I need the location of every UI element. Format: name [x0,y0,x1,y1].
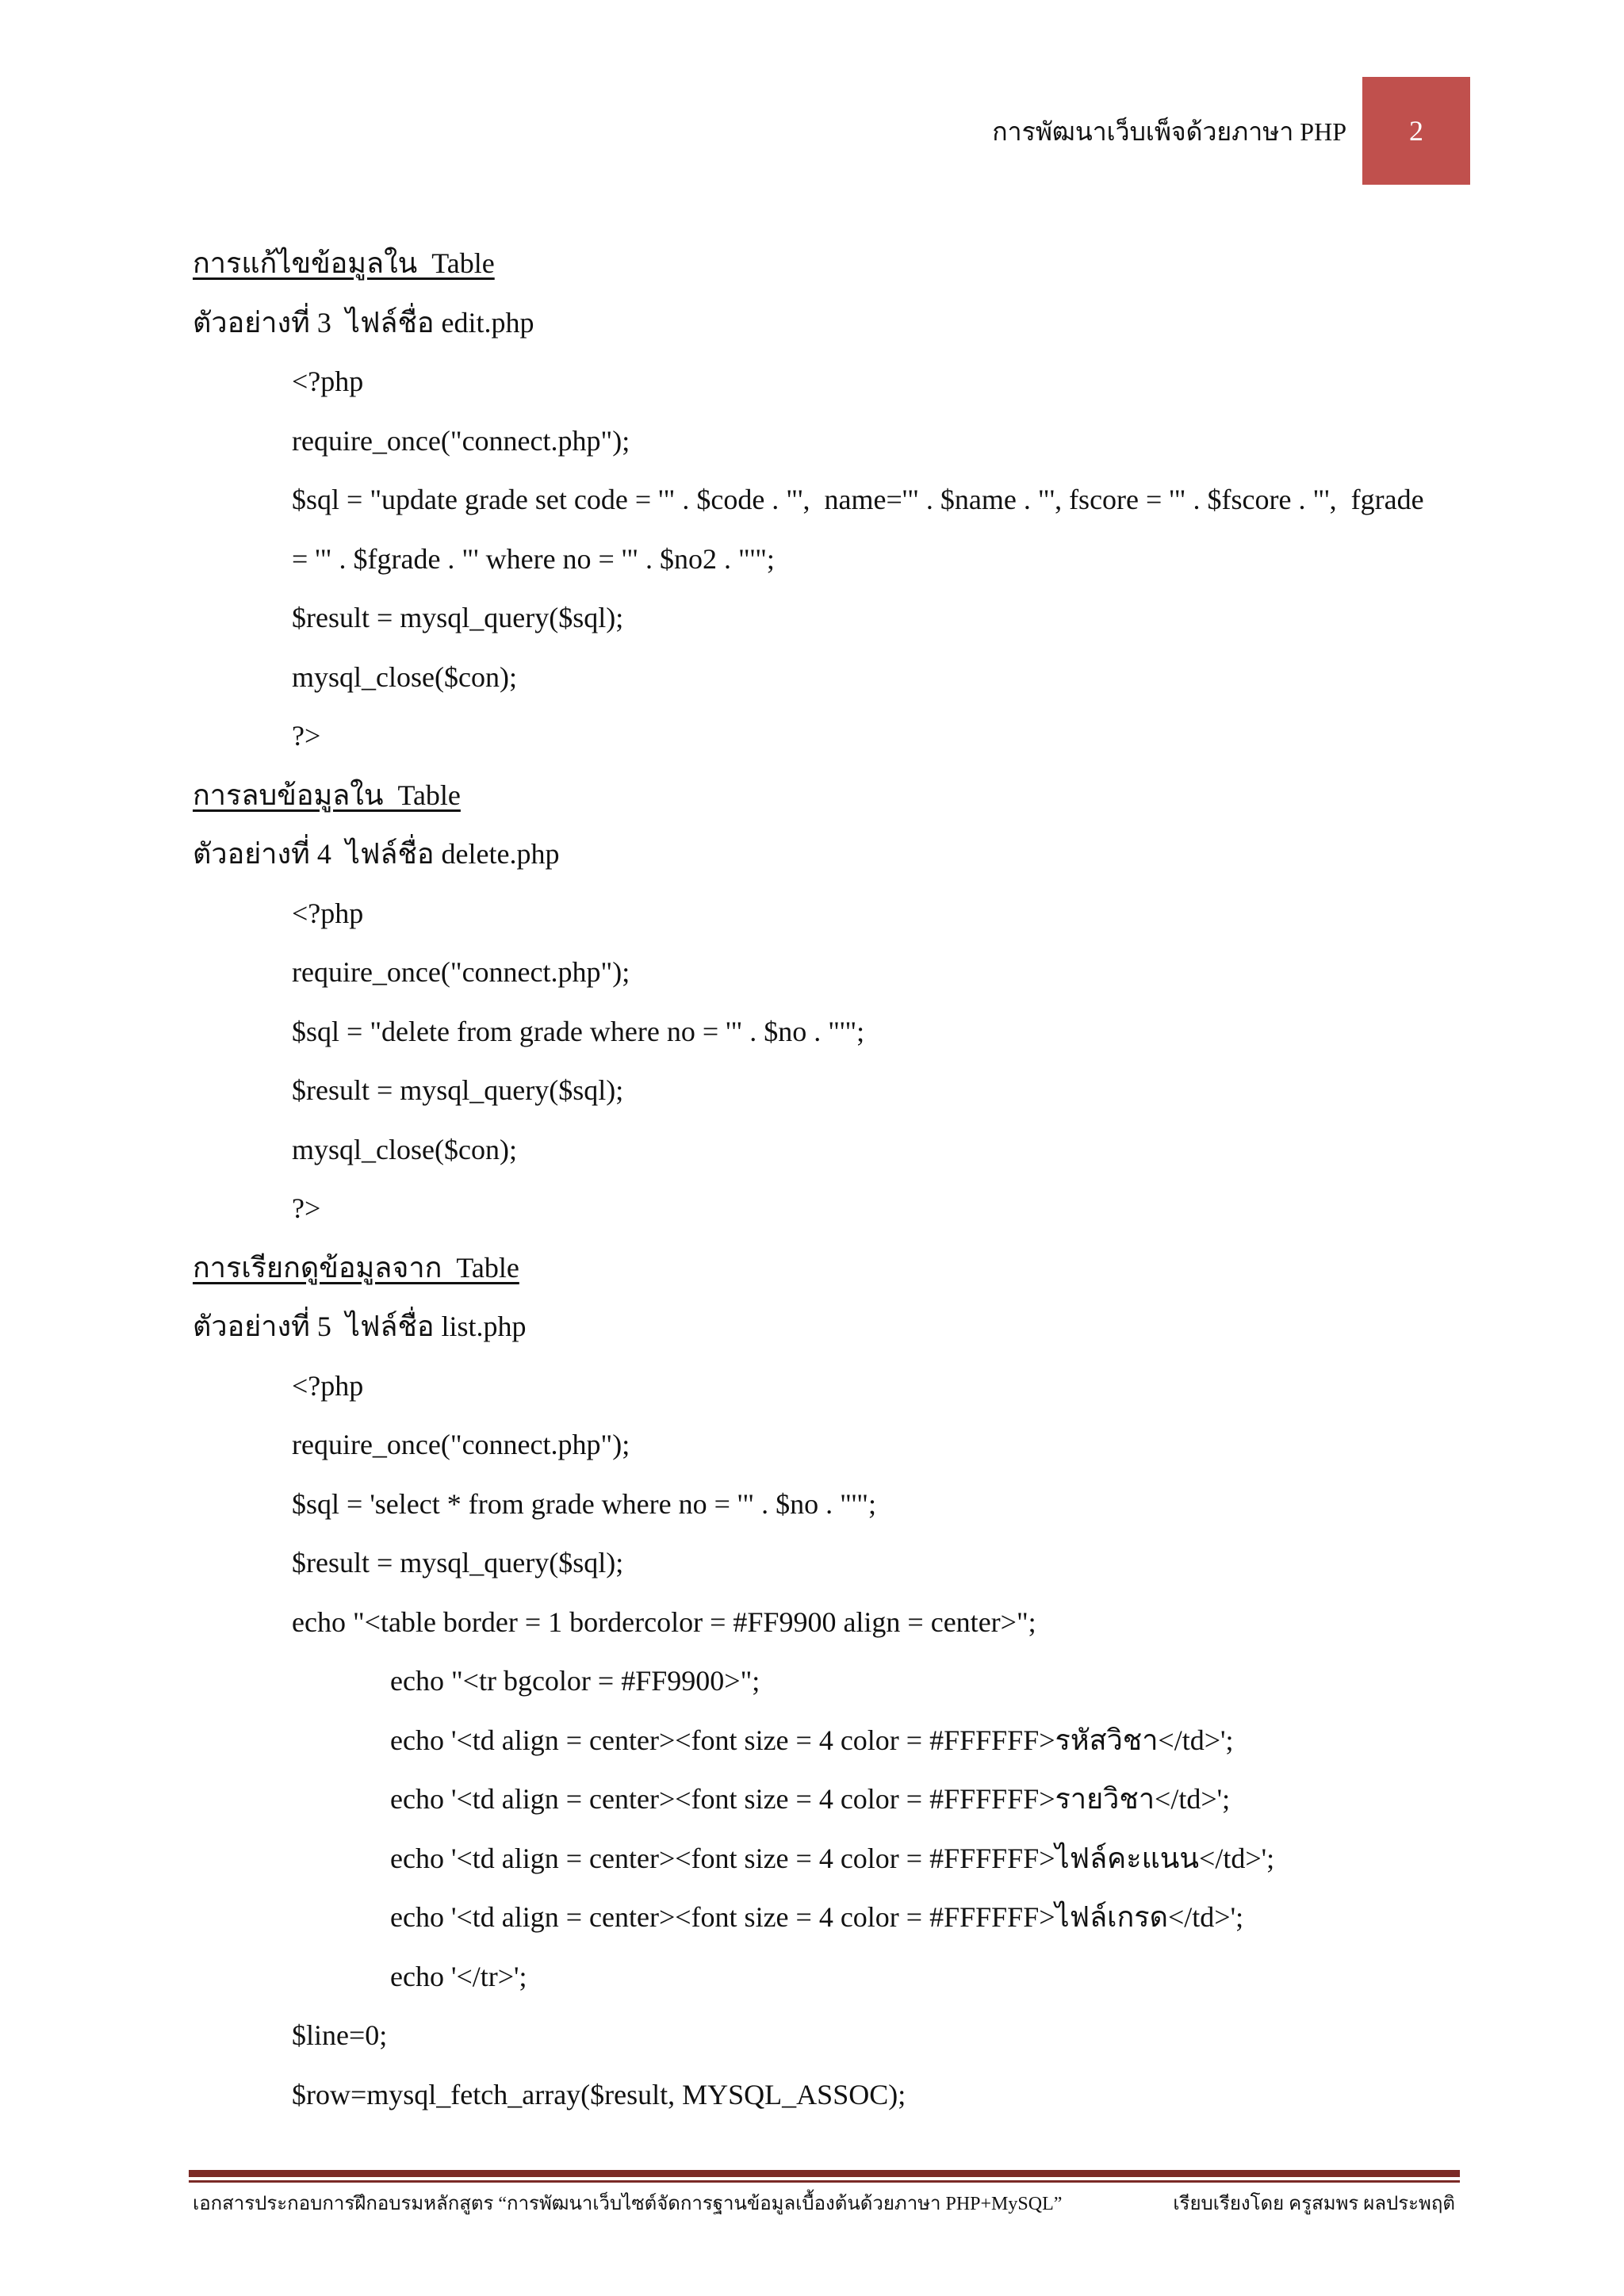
code-line: <?php [292,1369,364,1402]
example-title: ตัวอย่างที่ 5 ไฟล์ชื่อ list.php [193,1311,527,1342]
code-line: $sql = "delete from grade where no = '" . $no . "'"; [292,1015,865,1047]
example-title: ตัวอย่างที่ 4 ไฟล์ชื่อ delete.php [193,838,560,870]
code-line: mysql_close($con); [292,1133,517,1165]
code-line: = '" . $fgrade . "' where no = '" . $no2 . "'"; [292,542,775,575]
section-heading-delete: การลบข้อมูลใน Table [193,779,461,811]
code-line: $result = mysql_query($sql); [292,1547,624,1578]
code-line: require_once("connect.php"); [292,424,630,457]
code-line: $sql = 'select * from grade where no = '" . $no . "'"; [292,1487,876,1520]
code-line: $line=0; [292,2019,388,2051]
code-line: require_once("connect.php"); [292,1429,630,1460]
code-line: ?> [292,720,321,752]
code-line: ?> [292,1192,321,1224]
footer-author: เรียบเรียงโดย ครูสมพร ผลประพฤติ [1173,2194,1455,2214]
code-line: require_once("connect.php"); [292,956,630,988]
footer-divider [189,2170,1460,2177]
header-title: การพัฒนาเว็บเพ็จด้วยภาษา PHP [992,117,1346,146]
code-line: echo '<td align = center><font size = 4 color = #FFFFFF>ไฟล์คะแนน</td>'; [390,1842,1275,1874]
code-line: echo '<td align = center><font size = 4 color = #FFFFFF>รายวิชา</td>'; [390,1783,1231,1815]
footer-divider-thin [189,2180,1460,2183]
code-line: echo '<td align = center><font size = 4 color = #FFFFFF>ไฟล์เกรด</td>'; [390,1901,1244,1933]
code-line: mysql_close($con); [292,660,517,693]
code-line: <?php [292,365,364,397]
code-line: <?php [292,897,364,929]
code-line: echo "<tr bgcolor = #FF9900>"; [390,1665,760,1697]
section-heading-edit: การแก้ไขข้อมูลใน Table [193,247,495,279]
footer-course-title: เอกสารประกอบการฝึกอบรมหลักสูตร “การพัฒนาเว็บไซต์จัดการฐานข้อมูลเบื้องต้นด้วยภาษา PHP+MySQL” [193,2194,1063,2214]
code-line: echo '<td align = center><font size = 4 color = #FFFFFF>รหัสวิชา</td>'; [390,1724,1234,1756]
page-number-badge: 2 [1362,77,1470,185]
code-line: $result = mysql_query($sql); [292,1074,624,1106]
code-line: echo "<table border = 1 bordercolor = #FF9900 align = center>"; [292,1605,1036,1638]
document-body [193,234,1461,2124]
example-title: ตัวอย่างที่ 3 ไฟล์ชื่อ edit.php [193,306,534,339]
code-line: $row=mysql_fetch_array($result, MYSQL_ASSOC); [292,2078,906,2110]
code-line: $sql = "update grade set code = '" . $code . "', name='" . $name . "', fscore = '" . $fscore . "', fgrade [292,484,1424,515]
code-line: $result = mysql_query($sql); [292,602,624,633]
code-line: echo '</tr>'; [390,1960,527,1992]
section-heading-list: การเรียกดูข้อมูลจาก Table [193,1251,519,1284]
